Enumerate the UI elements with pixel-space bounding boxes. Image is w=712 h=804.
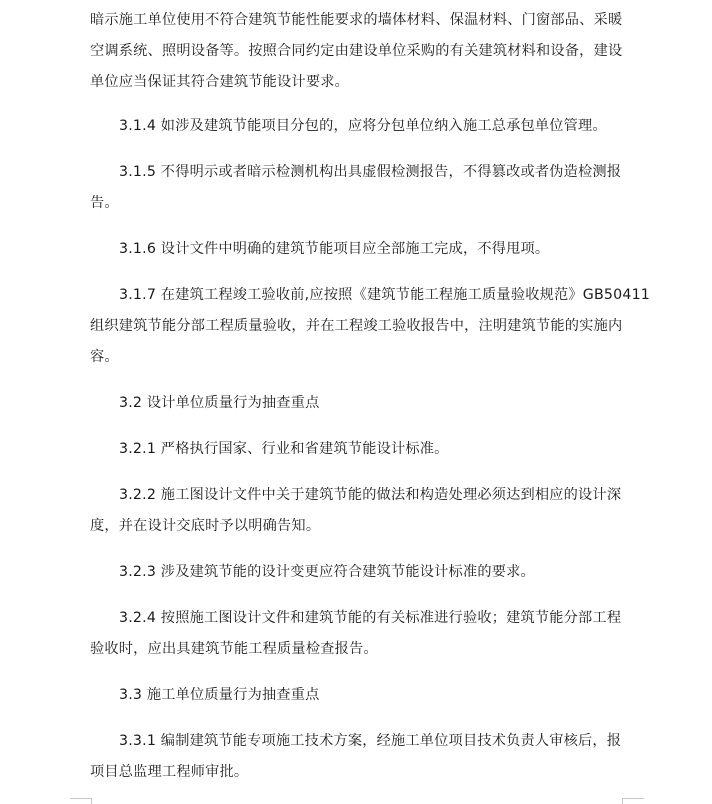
text-line: 3.3 施工单位质量行为抽查重点 (119, 687, 320, 703)
text-line: 空调系统、照明设备等。按照合同约定由建设单位采购的有关建筑材料和设备，建设 (90, 43, 623, 59)
paragraph-3-2-4 (90, 603, 630, 665)
paragraph-3-2-1 (90, 434, 630, 465)
section-heading-3-3 (90, 680, 630, 711)
text-line: 暗示施工单位使用不符合建筑节能性能要求的墙体材料、保温材料、门窗部品、采暖 (90, 12, 623, 28)
paragraph-3-2-2 (90, 480, 630, 542)
paragraph-3-1-7 (90, 280, 651, 373)
paragraph-3-1-5 (90, 157, 630, 219)
paragraph-3-1-6 (90, 234, 630, 265)
text-line: 3.2.4 按照施工图设计文件和建筑节能的有关标准进行验收；建筑节能分部工程 (119, 610, 622, 626)
text-line: 度，并在设计交底时予以明确告知。 (90, 518, 321, 534)
text-line: 项目总监理工程师审批。 (90, 764, 249, 780)
paragraph-3-2-3 (90, 557, 630, 588)
text-line: 3.3.1 编制建筑节能专项施工技术方案，经施工单位项目技术负责人审核后，报 (119, 733, 622, 749)
text-line: 3.1.4 如涉及建筑节能项目分包的，应将分包单位纳入施工总承包单位管理。 (119, 118, 607, 134)
text-line: 单位应当保证其符合建筑节能设计要求。 (90, 74, 349, 90)
page-corner-mark-right-vertical (622, 798, 623, 804)
text-line: 3.2 设计单位质量行为抽查重点 (119, 395, 320, 411)
text-line: 组织建筑节能分部工程质量验收，并在工程竣工验收报告中，注明建筑节能的实施内 (90, 318, 623, 334)
text-line: 3.2.3 涉及建筑节能的设计变更应符合建筑节能设计标准的要求。 (119, 564, 535, 580)
page-corner-mark-right (622, 798, 644, 799)
text-line: 3.1.7 在建筑工程竣工验收前,应按照《建筑节能工程施工质量验收规范》GB50411 (119, 287, 651, 303)
text-line: 容。 (90, 349, 119, 365)
paragraph-3-3-1 (90, 726, 630, 788)
text-line: 3.1.5 不得明示或者暗示检测机构出具虚假检测报告，不得篡改或者伪造检测报 (119, 164, 622, 180)
page-corner-mark-left-vertical (91, 798, 92, 804)
paragraph-intro-continuation (90, 5, 630, 98)
text-line: 验收时，应出具建筑节能工程质量检查报告。 (90, 641, 378, 657)
text-line: 3.2.1 严格执行国家、行业和省建筑节能设计标准。 (119, 441, 449, 457)
section-heading-3-2 (90, 388, 630, 419)
text-line: 3.2.2 施工图设计文件中关于建筑节能的做法和构造处理必须达到相应的设计深 (119, 487, 622, 503)
text-line: 3.1.6 设计文件中明确的建筑节能项目应全部施工完成，不得甩项。 (119, 241, 550, 257)
text-line: 告。 (90, 195, 119, 211)
paragraph-3-1-4 (90, 111, 630, 142)
page-corner-mark-left (70, 798, 92, 799)
